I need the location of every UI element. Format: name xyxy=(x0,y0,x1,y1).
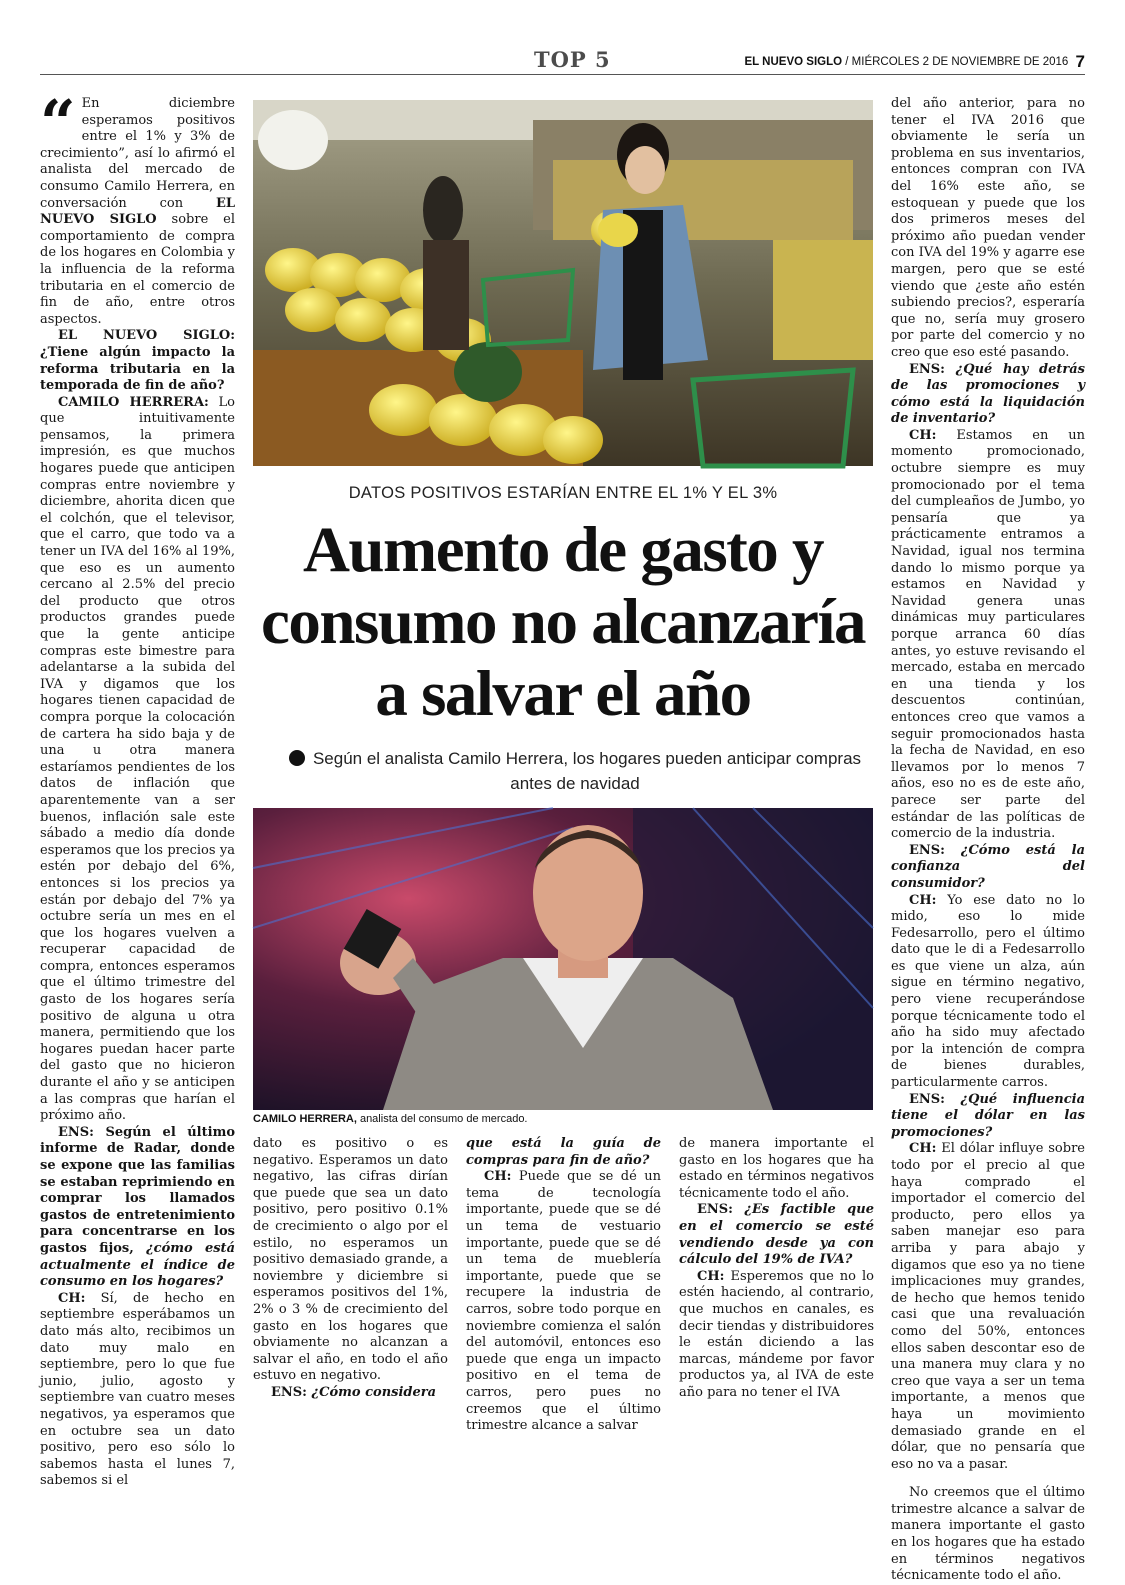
article-headline: Aumento de gasto y consumo no alcanzaría a salvar el año xyxy=(260,514,866,730)
question-2: ENS: Según el último informe de Radar, donde se expone que las familias se estaban reprimiendo en comprar los llamados gastos de entretenimiento para concentrarse en los gastos fijos, ¿cómo está actualmente el índice de consumo en los hogares? xyxy=(40,1124,235,1290)
speaker-label: CH: xyxy=(909,427,937,443)
question-4: ENS: ¿Es factible que en el comercio se esté vendiendo desde ya con cálculo del 19% de IVA? xyxy=(679,1202,874,1268)
speaker-label: CH: xyxy=(697,1268,725,1284)
header-rule xyxy=(40,74,1085,75)
issue-date: MIÉRCOLES 2 DE NOVIEMBRE DE 2016 xyxy=(851,56,1069,68)
article-deck: Según el analista Camilo Herrera, los hogares pueden anticipar compras antes de navidad xyxy=(275,746,875,796)
question-7: ENS: ¿Qué influencia tiene el dólar en las promociones? xyxy=(891,1091,1085,1140)
answer-7: CH: El dólar influye sobre todo por el precio al que haya comprado el importador el comercio del producto, pero ellos ya saben manejar eso para arriba y para abajo y digamos que eso ya no tiene implicaciones muy grandes, de hecho que hemos tenido casi que una revaluación como del 50%, entonces ellos saben descontar eso de una manera muy clara y no creo que vaya a ser un tema importante, a menos que haya un movimiento demasiado grande en el dólar, que no pensaría que eso no va a pasar. xyxy=(891,1141,1085,1472)
caption-name: CAMILO HERRERA, xyxy=(253,1113,357,1125)
speaker-label: CH: xyxy=(909,892,937,908)
column-5 xyxy=(891,96,1085,1584)
answer-3: CH: Puede que se dé un tema de tecnología importante, puede que se dé un tema de vestuario importante, puede que se dé un tema de mueblería importante, puede que se recupere la industria de carros, sobre todo porque en noviembre comienza el salón del automóvil, entonces eso puede que enga un impacto positivo en el tema de carros, pero pues no creemos que el último trimestre alcance a salvar xyxy=(466,1169,661,1434)
publication-name: EL NUEVO SIGLO xyxy=(744,56,843,68)
speaker-label: CH: xyxy=(484,1169,512,1185)
page-number: 7 xyxy=(1075,52,1085,71)
closing-paragraph: No creemos que el último trimestre alcance a salvar de manera importante el gasto en los hogares que ha estado en términos negativos técnicamente todo el año. xyxy=(891,1485,1085,1584)
bullet-icon xyxy=(289,750,305,766)
opening-quote-mark: “ xyxy=(40,86,76,159)
speaker-label: CH: xyxy=(909,1141,937,1157)
publication-mention: EL NUEVO SIGLO xyxy=(40,195,235,228)
question-3-continued: que está la guía de compras para fin de año? xyxy=(466,1136,661,1168)
question-5: ENS: ¿Qué hay detrás de las promociones y cómo está la liquidación de inventario? xyxy=(891,361,1085,427)
column-2 xyxy=(253,1136,448,1400)
question-3: ENS: ¿Cómo considera xyxy=(271,1384,437,1400)
portrait-photo xyxy=(253,808,873,1110)
supermarket-photo xyxy=(253,100,873,466)
column-4 xyxy=(679,1136,874,1400)
column-3 xyxy=(466,1136,661,1434)
column-1 xyxy=(40,86,236,1489)
article-kicker: DATOS POSITIVOS ESTARÍAN ENTRE EL 1% Y EL 3% xyxy=(348,484,778,502)
question-6: ENS: ¿Cómo está la confianza del consumidor? xyxy=(891,842,1085,891)
speaker-label: CAMILO HERRERA: xyxy=(58,394,209,410)
answer-2: CH: Sí, de hecho en septiembre esperábamos un dato más alto, recibimos un dato muy malo en septiembre, pero lo que fue junio, julio, agosto y septiembre van cuatro meses negativos, ya esperamos que en octubre sea un dato positivo, pero eso sólo lo sabemos hasta el lunes 7, sabemos si el xyxy=(40,1290,235,1489)
column-2-text: dato es positivo o es negativo. Esperamos un dato negativo, las cifras dirían que puede que sea un dato positivo, pero positivo 0.1% de crecimiento o algo por el estilo, no esperamos un positivo demasiado grande, a noviembre y diciembre si esperamos positivos del 1%, 2% o 3 % de crecimiento del gasto en los hogares que obviamente no alcanzan a salvar el año, en todo el año estuvo en negativo. xyxy=(253,1136,448,1384)
answer-6: CH: Yo ese dato no lo mido, eso lo mide Fedesarrollo, pero el último dato que le di a Fedesarrollo es que viene un alza, aún sigue en término negativo, pero viene recuperándose porque técnicamente todo el año ha sido muy afectado por la intención de compra de bienes durables, particularmente carros. xyxy=(891,892,1085,1091)
speaker-label: CH: xyxy=(58,1290,86,1306)
answer-5: CH: Estamos en un momento promocionado, octubre siempre es muy promocionado por el tema del cumpleaños de Jumbo, yo pensaría que ya prácticamente entramos a Navidad, igual nos termina dando lo mismo porque ya estamos en Navidad y Navidad genera unas dinámicas muy particulares porque arranca 60 días antes, yo estuve revisando el mercado, estaba en mercado en una tienda y los descuentos continúan, entonces creo que vamos a seguir promocionados hasta la fecha de Navidad, en eso llevamos por lo menos 7 años, eso no es de este año, parece ser parte del estándar de las políticas de comercio de la industria. xyxy=(891,427,1085,842)
answer-4: CH: Esperemos que no lo estén haciendo, al contrario, que muchos en canales, es decir tiendas y distribuidores le están diciendo a las marcas, mándeme por favor productos ya, al IVA de este año para no tener el IVA xyxy=(679,1268,874,1400)
column-4-text: de manera importante el gasto en los hogares que ha estado en términos negativos técnicamente todo el año. xyxy=(679,1136,874,1201)
masthead-separator: / xyxy=(845,56,849,68)
answer-1: CAMILO HERRERA: Lo que intuitivamente pensamos, la primera impresión, es que muchos hogares puede que anticipen compras entre noviembre y diciembre, ahorita dicen que el colchón, que el televisor, que el carro, que todo va a tener un IVA del 16% al 19%, que eso es un aumento cercano al 2.5% del precio del producto que otros productos grandes puede que la gente anticipe compras este bimestre para adelantarse a la subida del IVA y digamos que los hogares tienen capacidad de compra porque la colocación de cartera ha sido baja y de una u otra manera estaríamos pendientes de los datos de inflación que aparentemente van a ser buenos, inflación sale este sábado a medio día donde esperamos que los precios ya estén por debajo del 6%, entonces si los precios ya están por debajo del 7% ya octubre sería un mes en el que los hogares vuelven a recuperar capacidad de compra, entonces esperamos que el último trimestre del gasto de los hogares sería positivo de alguna u otra manera, permitiendo que los hogares puedan hacer parte del gasto que no hicieron durante el año y se anticipen a las compras que harían el próximo año. xyxy=(40,394,236,1124)
question-1: EL NUEVO SIGLO: ¿Tiene algún impacto la reforma tributaria en la temporada de fin de año? xyxy=(40,328,235,394)
section-label: TOP 5 xyxy=(534,47,611,72)
photo-caption: CAMILO HERRERA, analista del consumo de mercado. xyxy=(253,1113,528,1125)
intro-paragraph: “ En diciembre esperamos positivos entre el 1% y 3% de crecimiento”, así lo afirmó el analista del mercado de consumo Camilo Herrera, en conversación con EL NUEVO SIGLO sobre el comportamiento de compra de los hogares en Colombia y la influencia de la reforma tributaria en el comercio de fin de año, entre otros aspectos. xyxy=(40,86,236,327)
masthead-info xyxy=(745,52,1086,72)
column-5-opening: del año anterior, para no tener el IVA 2016 que obviamente le sería un problema en sus inventarios, entonces compran con IVA del 16% este año, se estoquean y puede que los dos primeros meses del próximo año puedan vender con IVA del 19% y agarre ese margen, pero que se esté viendo que ¿este año estén subiendo precios?, esperaría que no, sería muy grosero por parte del comercio y no creo que eso esté pasando. xyxy=(891,96,1085,360)
